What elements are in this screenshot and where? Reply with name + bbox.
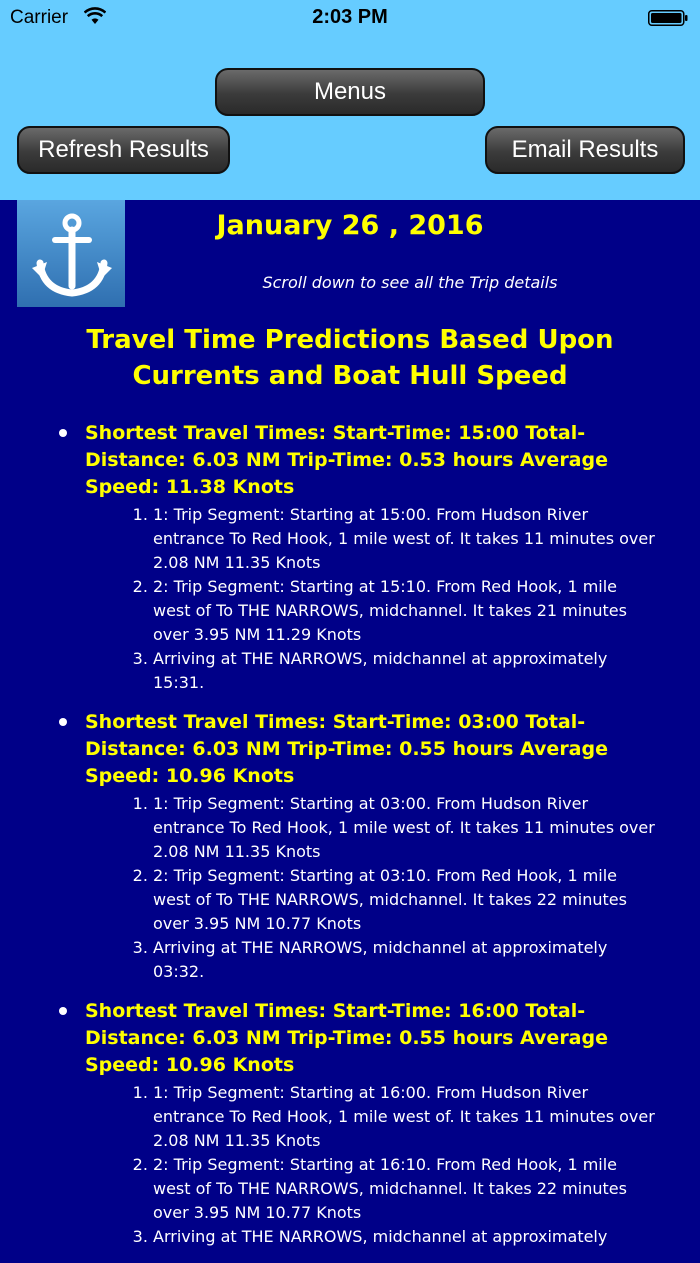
battery-icon	[648, 10, 688, 26]
email-results-button[interactable]: Email Results	[485, 126, 685, 174]
page-title: Travel Time Predictions Based Upon Currents and Boat Hull Speed	[86, 325, 614, 391]
bullet	[59, 1007, 67, 1015]
status-time: 2:03 PM	[312, 6, 388, 28]
trip-list	[56, 420, 656, 1263]
trip-segment-list	[85, 503, 656, 695]
anchor-icon[interactable]	[17, 200, 125, 307]
trip-item	[56, 420, 656, 695]
trip-heading: Shortest Travel Times: Start-Time: 16:00 Total-Distance: 6.03 NM Trip-Time: 0.55 hours Average Speed: 10.96 Knots	[85, 1000, 608, 1076]
trip-item	[56, 998, 656, 1249]
trip-arrival: 3. Arriving at THE NARROWS, midchannel at approximately 15:31.	[153, 647, 656, 695]
trip-heading: Shortest Travel Times: Start-Time: 03:00 Total-Distance: 6.03 NM Trip-Time: 0.55 hours Average Speed: 10.96 Knots	[85, 711, 608, 787]
trip-heading: Shortest Travel Times: Start-Time: 15:00 Total-Distance: 6.03 NM Trip-Time: 0.53 hours Average Speed: 11.38 Knots	[85, 422, 608, 498]
bullet	[59, 429, 67, 437]
scroll-hint: Scroll down to see all the Trip details	[262, 273, 558, 292]
trip-segment: 2. 2: Trip Segment: Starting at 16:10. From Red Hook, 1 mile west of To THE NARROWS, midchannel. It takes 22 minutes over 3.95 NM 10.77 Knots	[153, 1153, 656, 1225]
trip-segment-list	[85, 792, 656, 984]
top-toolbar	[0, 0, 700, 200]
carrier-label: Carrier	[10, 7, 69, 28]
trip-segment: 2. 2: Trip Segment: Starting at 03:10. From Red Hook, 1 mile west of To THE NARROWS, midchannel. It takes 22 minutes over 3.95 NM 10.77 Knots	[153, 864, 656, 936]
status-bar	[0, 0, 700, 36]
trip-item	[56, 709, 656, 984]
trip-date: January 26 , 2016	[216, 210, 484, 241]
trip-segment: 1. 1: Trip Segment: Starting at 15:00. From Hudson River entrance To Red Hook, 1 mile west of. It takes 11 minutes over 2.08 NM 11.35 Knots	[153, 503, 656, 575]
menus-button[interactable]: Menus	[215, 68, 485, 116]
trip-segment: 2. 2: Trip Segment: Starting at 15:10. From Red Hook, 1 mile west of To THE NARROWS, midchannel. It takes 21 minutes over 3.95 NM 11.29 Knots	[153, 575, 656, 647]
trip-segment-list	[85, 1081, 656, 1249]
trip-segment: 1. 1: Trip Segment: Starting at 03:00. From Hudson River entrance To Red Hook, 1 mile west of. It takes 11 minutes over 2.08 NM 11.35 Knots	[153, 792, 656, 864]
trip-arrival: 3. Arriving at THE NARROWS, midchannel at approximately 03:32.	[153, 936, 656, 984]
trip-segment: 1. 1: Trip Segment: Starting at 16:00. From Hudson River entrance To Red Hook, 1 mile west of. It takes 11 minutes over 2.08 NM 11.35 Knots	[153, 1081, 656, 1153]
refresh-results-button[interactable]: Refresh Results	[17, 126, 230, 174]
bullet	[59, 718, 67, 726]
trip-arrival: 3. Arriving at THE NARROWS, midchannel at approximately	[153, 1225, 656, 1249]
